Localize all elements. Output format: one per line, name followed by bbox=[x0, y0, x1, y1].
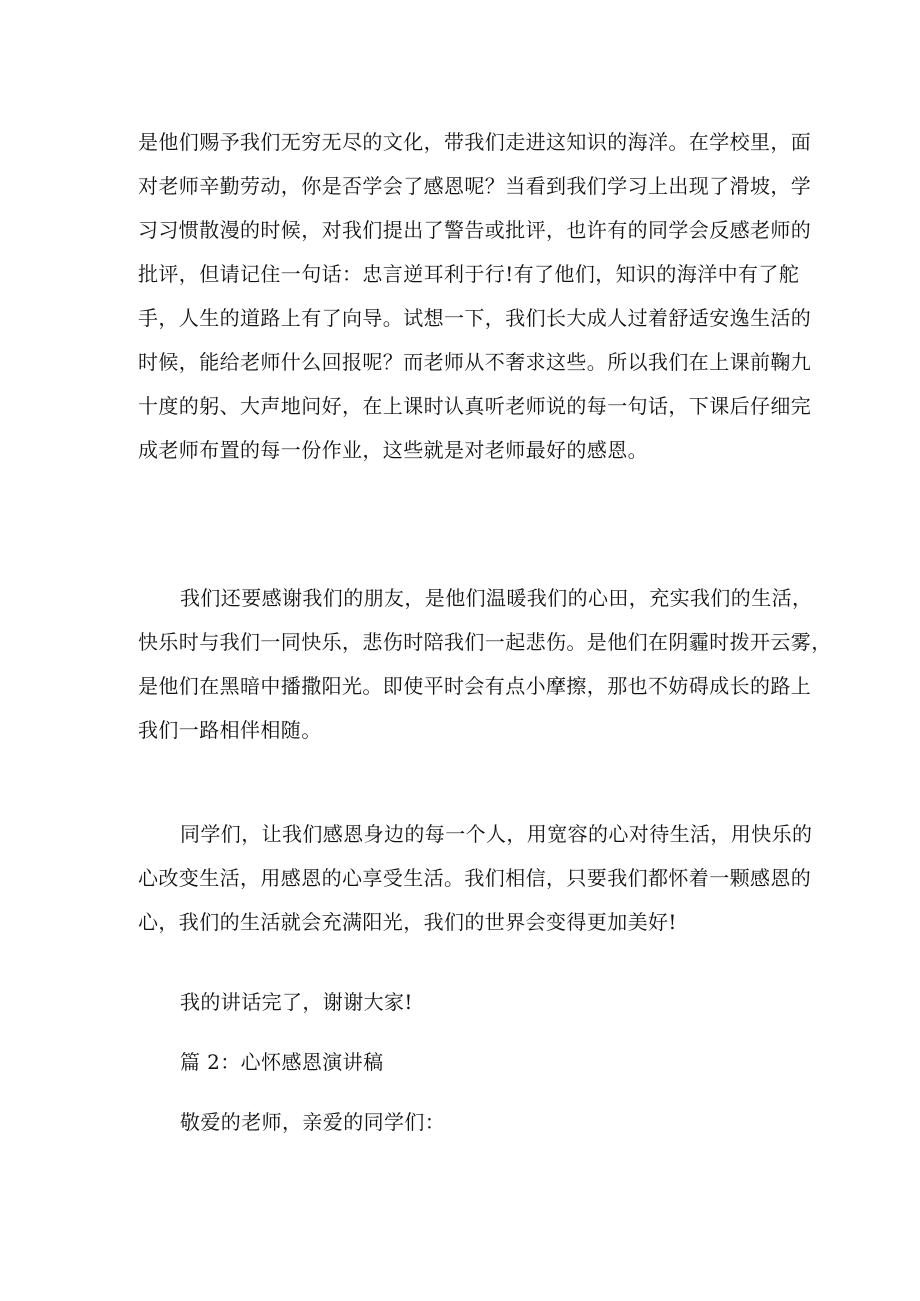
text-line: 是他们赐予我们无穷无尽的文化，带我们走进这知识的海洋。在学校里，面 bbox=[138, 130, 812, 154]
paragraph-closing bbox=[138, 980, 798, 1024]
text-line: 快乐时与我们一同快乐，悲伤时陪我们一起悲伤。是他们在阴霾时拨开云雾， bbox=[138, 630, 832, 654]
section-title: 篇 2：心怀感恩演讲稿 bbox=[180, 1050, 384, 1074]
text-line: 我们一路相伴相随。 bbox=[138, 718, 322, 742]
text-line: 我们还要感谢我们的朋友，是他们温暖我们的心田，充实我们的生活， bbox=[180, 586, 813, 610]
text-line: 我的讲话完了，谢谢大家! bbox=[180, 990, 413, 1014]
text-line: 习习惯散漫的时候，对我们提出了警告或批评，也许有的同学会反感老师的 bbox=[138, 218, 812, 242]
text-line: 同学们，让我们感恩身边的每一个人，用宽容的心对待生活，用快乐的 bbox=[180, 822, 813, 846]
text-line: 心改变生活，用感恩的心享受生活。我们相信，只要我们都怀着一颗感恩的 bbox=[138, 866, 812, 890]
text-line: 手，人生的道路上有了向导。试想一下，我们长大成人过着舒适安逸生活的 bbox=[138, 306, 812, 330]
paragraph-classmates-appeal bbox=[138, 812, 813, 944]
text-line: 批评，但请记住一句话：忠言逆耳利于行!有了他们，知识的海洋中有了舵 bbox=[138, 262, 800, 286]
text-line: 对老师辛勤劳动，你是否学会了感恩呢？当看到我们学习上出现了滑坡，学 bbox=[138, 174, 812, 198]
text-line: 是他们在黑暗中播撒阳光。即使平时会有点小摩擦，那也不妨碍成长的路上 bbox=[138, 674, 812, 698]
text-line: 时候，能给老师什么回报呢？而老师从不奢求这些。所以我们在上课前鞠九 bbox=[138, 350, 812, 374]
text-line: 十度的躬、大声地问好，在上课时认真听老师说的每一句话，下课后仔细完 bbox=[138, 394, 812, 418]
paragraph-salutation bbox=[138, 1100, 798, 1144]
text-line: 成老师布置的每一份作业，这些就是对老师最好的感恩。 bbox=[138, 438, 648, 462]
text-line: 心，我们的生活就会充满阳光，我们的世界会变得更加美好! bbox=[138, 910, 677, 934]
paragraph-gratitude-teachers bbox=[138, 120, 812, 472]
salutation-text: 敬爱的老师，亲爱的同学们： bbox=[180, 1110, 446, 1134]
section-heading bbox=[138, 1040, 798, 1084]
paragraph-gratitude-friends bbox=[138, 576, 832, 752]
